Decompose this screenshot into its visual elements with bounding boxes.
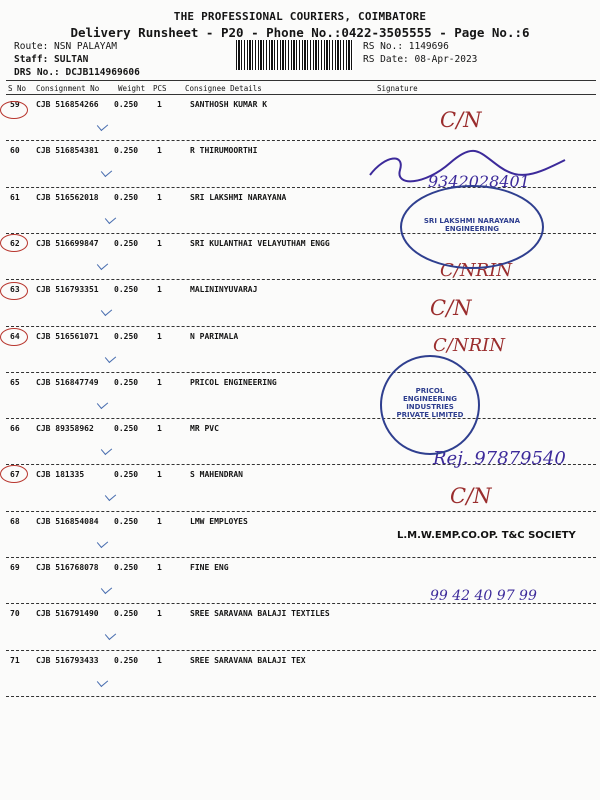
staff-label: Staff: SULTAN <box>14 54 89 65</box>
row-consignee: LMW EMPLOYES <box>190 516 248 526</box>
row-pcs: 1 <box>157 377 162 387</box>
circle-mark-59 <box>0 101 28 119</box>
row-pcs: 1 <box>157 424 162 434</box>
row-pcs: 1 <box>157 331 162 341</box>
circle-mark-62 <box>0 234 28 252</box>
row-consignment-no: CJB 89358962 <box>36 424 94 434</box>
table-row <box>0 609 600 655</box>
tick-mark <box>105 490 116 501</box>
col-weight: Weight <box>118 84 146 93</box>
row-sno: 69 <box>10 563 20 572</box>
row-consignee: PRICOL ENGINEERING <box>190 377 277 387</box>
row-weight: 0.250 <box>114 377 139 387</box>
row-weight: 0.250 <box>114 609 139 619</box>
route-label: Route: NSN PALAYAM <box>14 41 117 52</box>
header-divider-bottom <box>6 94 596 95</box>
runsheet-subtitle: Delivery Runsheet - P20 - Phone No.:0422-3505555 - Page No.:6 <box>70 25 530 40</box>
annotation-cnrin-64: C/NRIN <box>433 335 505 356</box>
row-consignment-no: CJB 516793433 <box>36 655 99 665</box>
row-sno: 61 <box>10 192 20 202</box>
row-weight: 0.250 <box>114 192 139 202</box>
col-sno: S No <box>8 84 27 93</box>
tick-mark <box>101 583 112 594</box>
row-sno: 64 <box>10 331 20 341</box>
annotation-rej-66: Rej. 97879540 <box>433 448 566 469</box>
barcode <box>236 40 354 70</box>
col-consignee: Consignee Details <box>185 84 262 93</box>
row-sno: 66 <box>10 424 20 434</box>
table-row <box>0 285 600 331</box>
row-consignee: SRI LAKSHMI NARAYANA <box>190 192 287 202</box>
tick-mark <box>101 305 112 316</box>
table-row <box>0 656 600 702</box>
table-row <box>0 470 600 516</box>
row-consignment-no: CJB 516562018 <box>36 192 99 202</box>
row-sno: 60 <box>10 146 20 156</box>
row-consignment-no: CJB 516793351 <box>36 285 99 295</box>
tick-mark <box>101 166 112 177</box>
row-pcs: 1 <box>157 516 162 526</box>
row-divider <box>6 326 596 327</box>
slvk-stamp: SRI LAKSHMI NARAYANA ENGINEERING <box>400 185 544 269</box>
tick-mark <box>97 398 108 409</box>
table-row <box>0 100 600 146</box>
row-divider <box>6 140 596 141</box>
row-consignee: SREE SARAVANA BALAJI TEX <box>190 655 306 665</box>
row-sno: 71 <box>10 655 20 665</box>
row-pcs: 1 <box>157 285 162 295</box>
row-sno: 70 <box>10 609 20 619</box>
annotation-cn-63: C/N <box>430 296 472 320</box>
tick-mark <box>97 120 108 131</box>
row-weight: 0.250 <box>114 424 139 434</box>
row-pcs: 1 <box>157 470 162 480</box>
row-sno: 67 <box>10 470 20 480</box>
tick-mark <box>105 351 116 362</box>
row-weight: 0.250 <box>114 470 139 480</box>
row-consignee: MALININYUVARAJ <box>190 285 258 295</box>
row-weight: 0.250 <box>114 146 139 156</box>
tick-mark <box>101 444 112 455</box>
row-sno: 59 <box>10 100 20 109</box>
row-pcs: 1 <box>157 609 162 619</box>
tick-mark <box>97 537 108 548</box>
row-divider <box>6 511 596 512</box>
row-sno: 68 <box>10 516 20 526</box>
drs-number: DRS No.: DCJB114969606 <box>14 67 140 78</box>
row-sno: 63 <box>10 285 20 295</box>
circle-mark-64 <box>0 328 28 346</box>
row-weight: 0.250 <box>114 100 139 109</box>
row-weight: 0.250 <box>114 285 139 295</box>
row-pcs: 1 <box>157 238 162 248</box>
row-consignment-no: CJB 516791490 <box>36 609 99 619</box>
row-pcs: 1 <box>157 655 162 665</box>
pricol-stamp: PRICOL ENGINEERING INDUSTRIES PRIVATE LIMITED <box>380 355 480 455</box>
row-weight: 0.250 <box>114 655 139 665</box>
row-consignment-no: CJB 181335 <box>36 470 85 480</box>
row-divider <box>6 696 596 697</box>
annotation-cnrin-62: C/NRIN <box>440 260 512 281</box>
annotation-cn-59: C/N <box>440 108 482 132</box>
circle-mark-63 <box>0 282 28 300</box>
row-pcs: 1 <box>157 192 162 202</box>
runsheet-title: THE PROFESSIONAL COURIERS, COIMBATORE <box>173 10 427 23</box>
row-sno: 62 <box>10 238 20 248</box>
annotation-phone-61: 9342028401 <box>428 172 530 191</box>
row-consignee: S MAHENDRAN <box>190 470 243 480</box>
annotation-cn-67: C/N <box>450 484 492 508</box>
row-consignee: SRI KULANTHAI VELAYUTHAM ENGG <box>190 238 330 248</box>
row-weight: 0.250 <box>114 516 139 526</box>
tick-mark <box>105 629 116 640</box>
row-consignee: N PARIMALA <box>190 331 239 341</box>
row-consignment-no: CJB 516854266 <box>36 100 99 109</box>
row-weight: 0.250 <box>114 331 139 341</box>
row-consignee: FINE ENG <box>190 563 229 572</box>
row-consignee: MR PVC <box>190 424 219 434</box>
table-row <box>0 378 600 424</box>
header-divider-top <box>6 80 596 81</box>
row-consignment-no: CJB 516854084 <box>36 516 99 526</box>
row-weight: 0.250 <box>114 238 139 248</box>
annotation-phone-69: 99 42 40 97 99 <box>430 588 537 604</box>
row-divider <box>6 650 596 651</box>
col-signature: Signature <box>377 84 418 93</box>
rs-number: RS No.: 1149696 <box>363 41 449 52</box>
row-consignee: R THIRUMOORTHI <box>190 146 258 156</box>
lmw-society-stamp: L.M.W.EMP.CO.OP. T&C SOCIETY <box>397 530 576 541</box>
col-consignment: Consignment No <box>36 84 100 93</box>
row-pcs: 1 <box>157 563 162 572</box>
tick-mark <box>97 259 108 270</box>
row-consignment-no: CJB 516699847 <box>36 238 99 248</box>
row-pcs: 1 <box>157 100 162 109</box>
row-pcs: 1 <box>157 146 162 156</box>
row-consignment-no: CJB 516847749 <box>36 377 99 387</box>
row-consignee: SREE SARAVANA BALAJI TEXTILES <box>190 609 330 619</box>
row-sno: 65 <box>10 377 20 387</box>
rs-date: RS Date: 08-Apr-2023 <box>363 54 478 65</box>
circle-mark-67 <box>0 465 28 483</box>
tick-mark <box>97 676 108 687</box>
row-divider <box>6 557 596 558</box>
row-divider <box>6 418 596 419</box>
row-weight: 0.250 <box>114 563 139 572</box>
col-pcs: PCS <box>153 84 167 93</box>
row-consignment-no: CJB 516854381 <box>36 146 99 156</box>
table-row <box>0 332 600 378</box>
tick-mark <box>105 213 116 224</box>
row-consignee: SANTHOSH KUMAR K <box>190 100 268 109</box>
row-consignment-no: CJB 516768078 <box>36 563 99 572</box>
row-divider <box>6 372 596 373</box>
row-consignment-no: CJB 516561071 <box>36 331 99 341</box>
